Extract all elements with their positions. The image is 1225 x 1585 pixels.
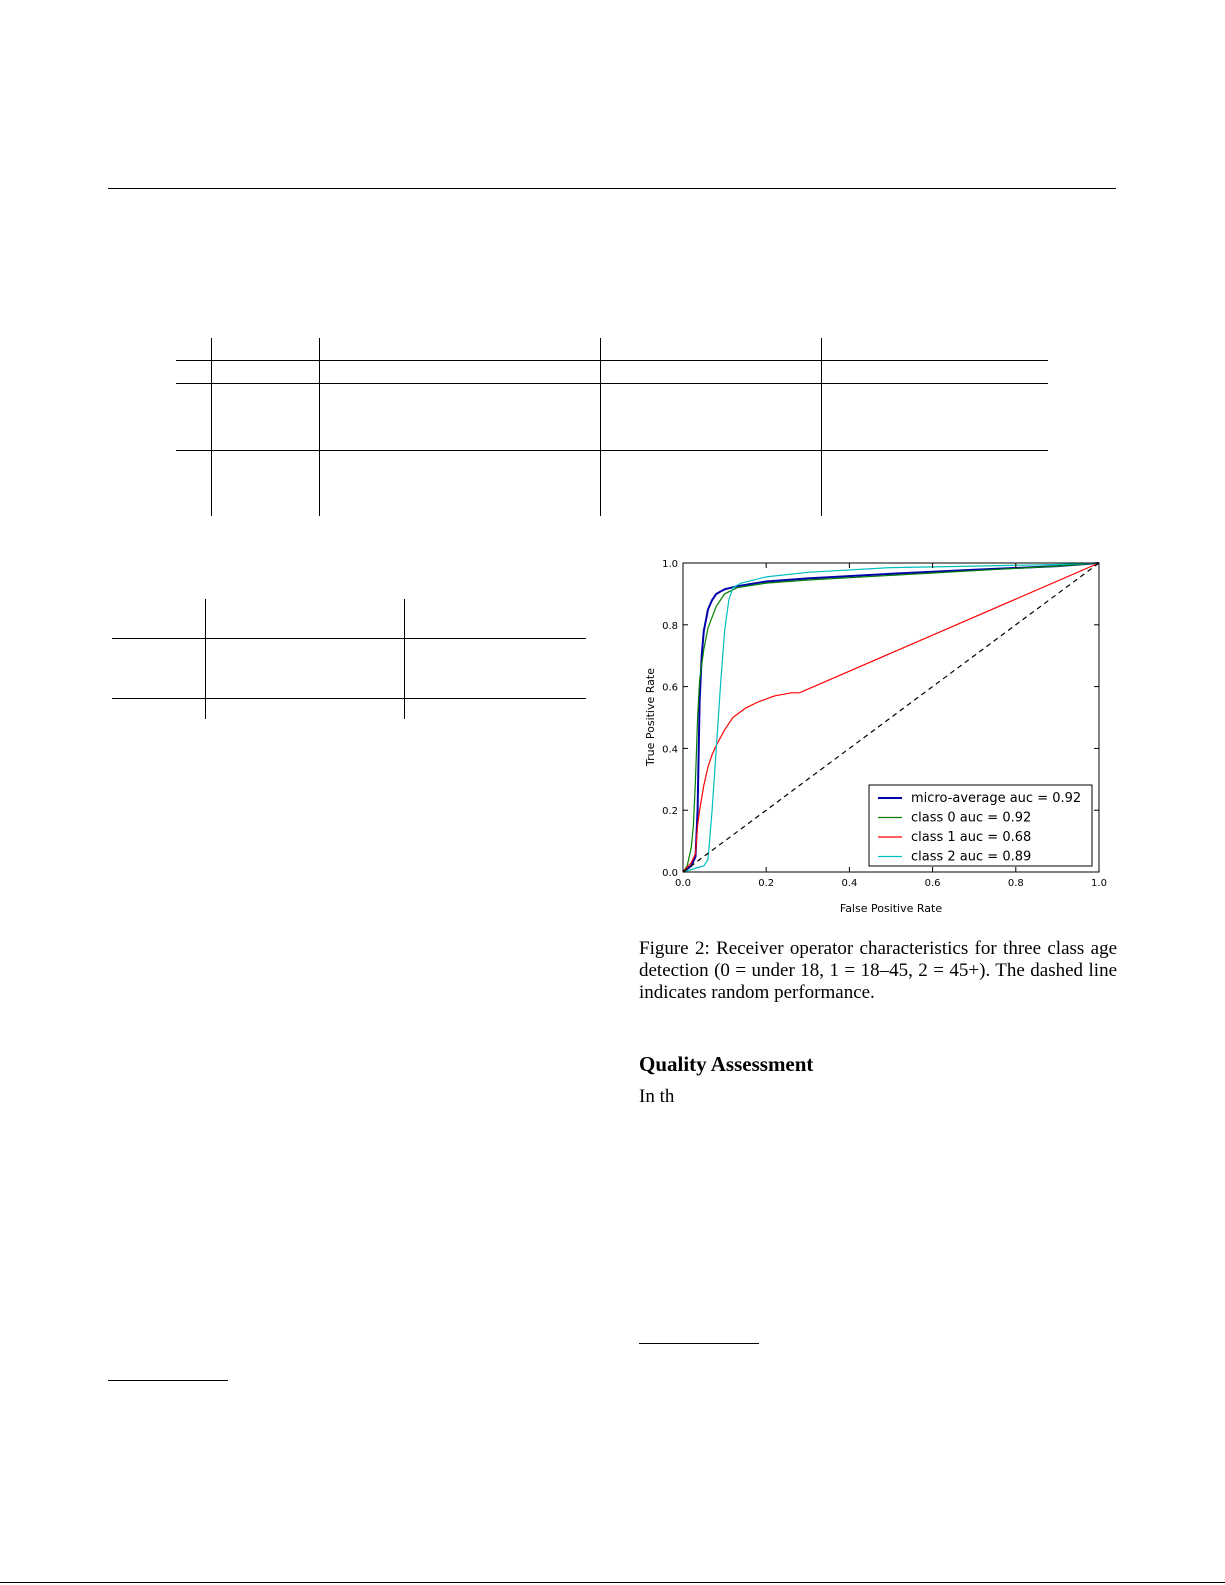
footnote-rule-right	[639, 1343, 759, 1344]
legend-label: class 0 auc = 0.92	[911, 810, 1032, 826]
table-left-rule-1	[112, 638, 586, 639]
legend-label: class 1 auc = 0.68	[911, 830, 1032, 845]
y-tick-label: 1.0	[662, 559, 678, 570]
x-axis-label: False Positive Rate	[839, 902, 943, 915]
table-left-rule-2	[112, 698, 586, 699]
roc-chart	[630, 555, 1115, 920]
table-top-col-1	[211, 338, 212, 516]
y-tick-label: 0.6	[662, 682, 678, 694]
table-top-rule-2	[176, 383, 1048, 384]
page-bottom-rule	[0, 1582, 1225, 1583]
x-tick-label: 0.0	[675, 878, 691, 889]
x-tick-label: 1.0	[1091, 878, 1107, 889]
x-tick-label: 0.8	[1007, 878, 1024, 889]
table-top-col-3	[600, 338, 601, 516]
y-tick-label: 0.8	[662, 620, 678, 632]
legend-label: micro-average auc = 0.92	[911, 791, 1082, 806]
y-tick-label: 0.0	[662, 868, 678, 879]
footnote-rule-left	[108, 1380, 228, 1381]
section-heading: Quality Assessment	[639, 1052, 814, 1076]
y-tick-label: 0.2	[662, 806, 678, 818]
figure-caption: Figure 2: Receiver operator characteristics for three class age detection (0 = under 18, 1 = 18–45, 2 = 45+). The dashed line indicates random performance.	[639, 938, 1117, 1003]
legend	[869, 785, 1092, 866]
x-tick-label: 0.2	[758, 878, 775, 889]
x-tick-label: 0.4	[841, 878, 858, 889]
y-axis-label: True Positive Rate	[644, 668, 657, 766]
body-text: In th	[639, 1086, 675, 1107]
table-left-col-2	[404, 599, 405, 719]
x-tick-label: 0.6	[924, 878, 941, 889]
y-tick-label: 0.4	[662, 744, 678, 756]
header-rule	[108, 188, 1116, 189]
table-top-col-2	[319, 338, 320, 516]
table-top-rule-1	[176, 360, 1048, 361]
table-left-col-1	[205, 599, 206, 719]
table-top-rule-3	[176, 450, 1048, 451]
legend-label: class 2 auc = 0.89	[911, 849, 1032, 865]
table-top-col-4	[821, 338, 822, 516]
